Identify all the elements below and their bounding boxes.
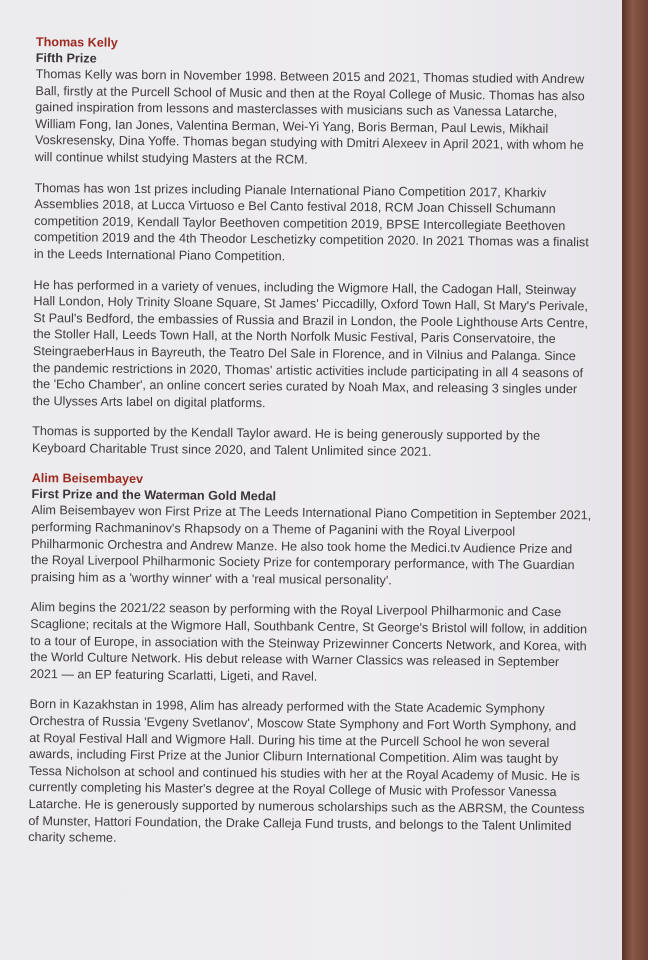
- performer-name: Alim Beisembayev: [31, 471, 144, 487]
- bio-paragraph: Alim Beisembayev won First Prize at The Leeds International Piano Competition in September 2021, performing Rachmaninov's Rhapsody on a Theme of Paganini with the Royal Liverpool Philharmonic Orchestra and Andrew Manze. He also took home the Medici.tv Audience Prize and the Royal Liverpool Philharmonic Society Prize for contemporary performance, with The Guardian praising him as a 'worthy winner' with a 'real musical personality'.: [30, 503, 592, 588]
- bio-thomas-kelly: [32, 34, 596, 462]
- bio-alim-beisembayev: [28, 470, 592, 851]
- prize-title: First Prize and the Waterman Gold Medal: [31, 487, 277, 504]
- booklet-edge: [622, 0, 648, 960]
- bio-paragraph: Born in Kazakhstan in 1998, Alim has already performed with the State Academic Symphony Orchestra of Russia 'Evgeny Svetlanov', Moscow State Symphony and Fort Worth Symphony, and at Royal Festival Hall and Wigmore Hall. During his time at the Purcell School he won several awards, including First Prize at the Junior Cliburn International Competition. Alim was taught by Tessa Nicholson at school and continued his studies with her at the Royal Academy of Music. He is currently completing his Master's degree at the Royal College of Music with Professor Vanessa Latarche. He is generously supported by numerous scholarships such as the ABRSM, the Countess of Munster, Hattori Foundation, the Drake Calleja Fund trusts, and belongs to the Talent Unlimited charity scheme.: [28, 697, 585, 845]
- page-content: [28, 34, 596, 865]
- performer-name: Thomas Kelly: [35, 34, 118, 50]
- bio-paragraph: Alim begins the 2021/22 season by performing with the Royal Liverpool Philharmonic and Case Scaglione; recitals at the Wigmore Hall, Southbank Centre, St George's Bristol will follow, in addition to a tour of Europe, in association with the Steinway Prizewinner Concerts Network, and Korea, with the World Culture Network. His debut release with Warner Classics was released in September 2021 — an EP featuring Scarlatti, Ligeti, and Ravel.: [29, 600, 588, 684]
- bio-paragraph: Thomas has won 1st prizes including Pianale International Piano Competition 2017, Kharkiv Assemblies 2018, at Lucca Virtuoso e Bel Canto festival 2018, RCM Joan Chissell Schumann competition 2019, Kendall Taylor Beethoven competition 2019, BPSE Intercollegiate Beethoven competition 2019 and the 4th Theodor Leschetizky competition 2020. In 2021 Thomas was a finalist in the Leeds International Piano Competition.: [33, 180, 589, 264]
- bio-paragraph: Thomas Kelly was born in November 1998. Between 2015 and 2021, Thomas studied with Andrew Ball, firstly at the Purcell School of Music and then at the Royal College of Music. Thomas has also gained inspiration from lessons and masterclasses with musicians such as Vanessa Latarche, William Fong, Ian Jones, Valentina Berman, Wei-Yi Yang, Boris Berman, Paul Lewis, Mikhail Voskresensky, Dina Yoffe. Thomas began studying with Dmitri Alexeev in April 2021, with whom he will continue whilst studying Masters at the RCM.: [34, 66, 585, 167]
- bio-paragraph: Thomas is supported by the Kendall Taylor award. He is being generously supported by the Keyboard Charitable Trust since 2020, and Talent Unlimited since 2021.: [31, 424, 541, 459]
- prize-title: Fifth Prize: [35, 50, 97, 66]
- bio-paragraph: He has performed in a variety of venues, including the Wigmore Hall, the Cadogan Hall, Steinway Hall London, Holy Trinity Sloane Square, St James' Piccadilly, Oxford Town Hall, St Mary's Perivale, St Paul's Bedford, the embassies of Russia and Brazil in London, the Poole Lighthouse Arts Centre, the Stoller Hall, Leeds Town Hall, at the North Norfolk Music Festival, Paris Conservatoire, the SteingraeberHaus in Bayreuth, the Teatro Del Sale in Florence, and in Vilnius and Palanga. Since the pandemic restrictions in 2020, Thomas' artistic activities include participating in all 4 seasons of the 'Echo Chamber', an online concert series curated by Noah Max, and releasing 3 singles under the Ulysses Arts label on digital platforms.: [32, 277, 589, 410]
